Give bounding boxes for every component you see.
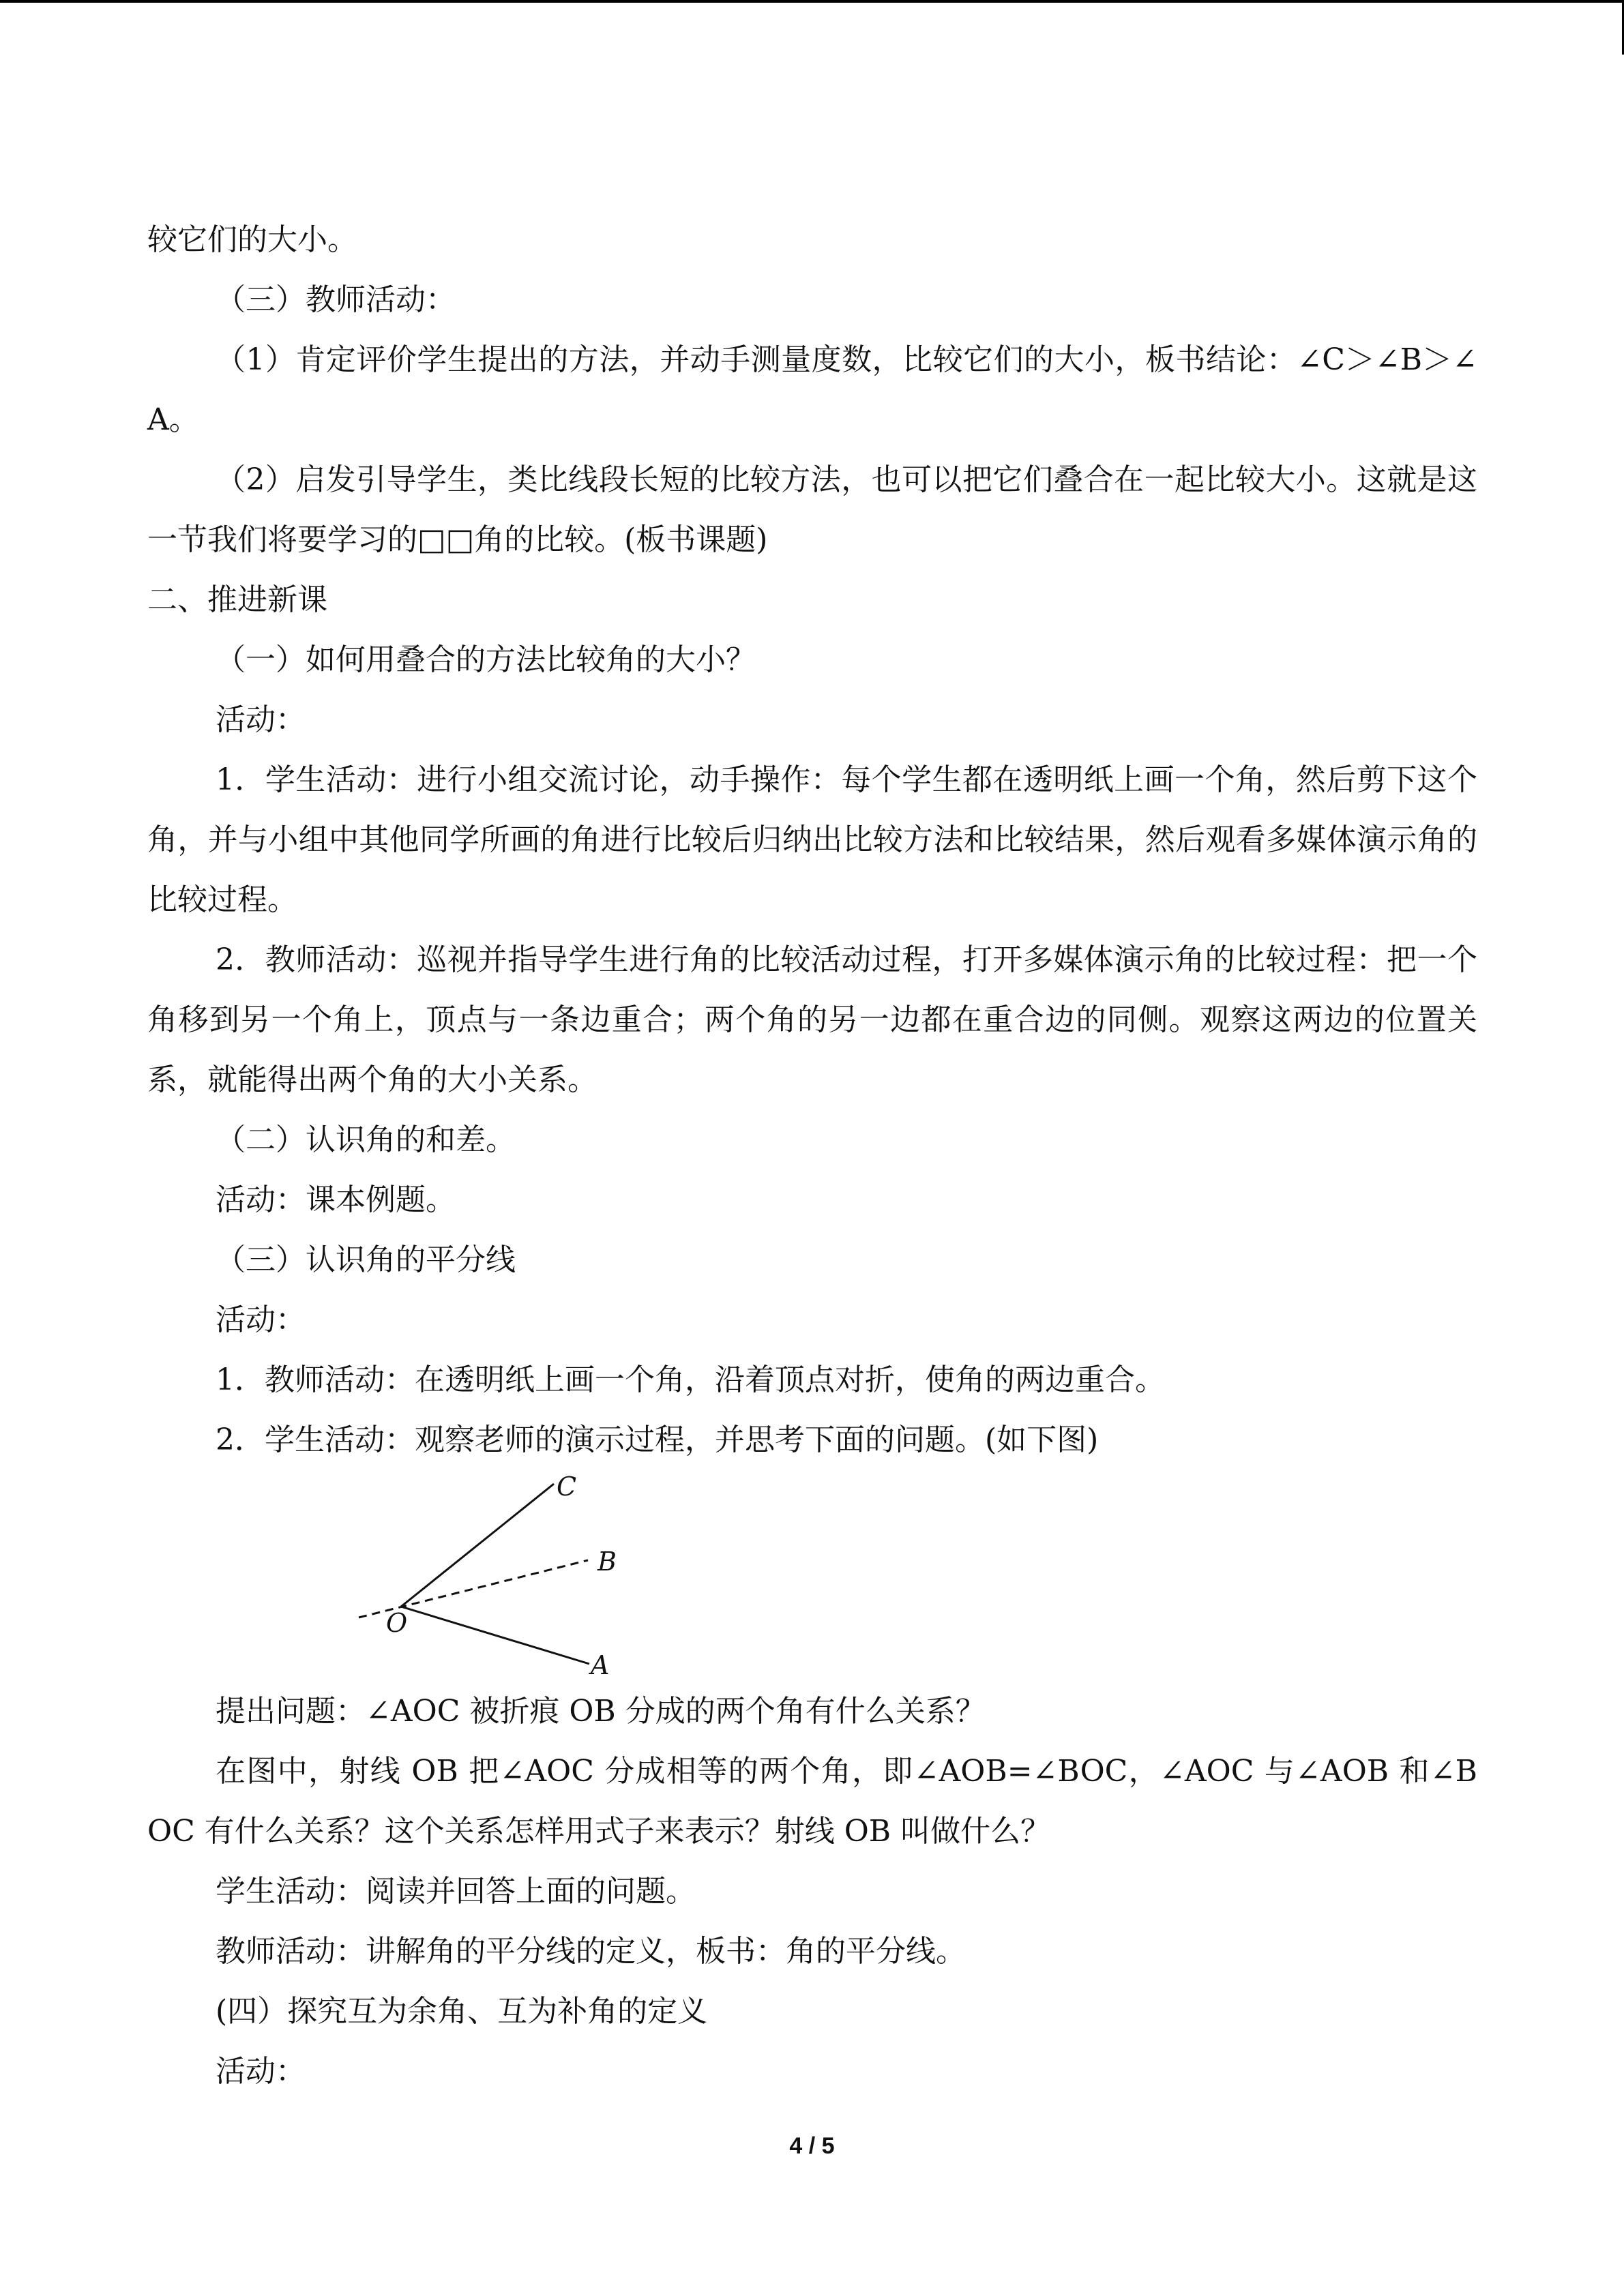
- paragraph: 活动：: [216, 1302, 306, 1337]
- paragraph: 二、推进新课: [147, 582, 327, 617]
- paragraph: 教师活动：讲解角的平分线的定义，板书：角的平分线。: [216, 1934, 966, 1969]
- paragraph: 在图中，射线 OB 把∠AOC 分成相等的两个角，即∠AOB=∠BOC，∠AOC 与∠AOB 和∠BOC 有什么关系？这个关系怎样用式子来表示？射线 OB 叫做什么？: [147, 1754, 1477, 1849]
- document-body: [147, 210, 1477, 2102]
- label-o: O: [386, 1608, 408, 1638]
- ray-oc: [401, 1484, 554, 1607]
- paragraph: 2．教师活动：巡视并指导学生进行角的比较活动过程，打开多媒体演示角的比较过程：把一个角移到另一个角上，顶点与一条边重合；两个角的另一边都在重合边的同侧。观察这两边的位置关系，就能得出两个角的大小关系。: [147, 942, 1477, 1097]
- paragraph: （2）启发引导学生，类比线段长短的比较方法，也可以把它们叠合在一起比较大小。这就是这一节我们将要学习的□□角的比较。(板书课题): [147, 462, 1477, 557]
- paragraph-group-before-figure: [147, 210, 1477, 1470]
- paragraph: (四）探究互为余角、互为补角的定义: [216, 1994, 708, 2029]
- page-number: 4 / 5: [789, 2133, 835, 2159]
- paragraph-group-after-figure: [147, 1682, 1477, 2102]
- paragraph: 活动：: [216, 2054, 306, 2089]
- paragraph: （三）认识角的平分线: [216, 1242, 516, 1277]
- paragraph: 2．学生活动：观察老师的演示过程，并思考下面的问题。(如下图): [216, 1422, 1099, 1457]
- ray-oa: [401, 1607, 589, 1664]
- paragraph: 学生活动：阅读并回答上面的问题。: [216, 1874, 696, 1909]
- paragraph: （一）如何用叠合的方法比较角的大小？: [216, 642, 756, 677]
- paragraph: （三）教师活动：: [216, 282, 456, 317]
- label-b: B: [597, 1547, 617, 1577]
- paragraph: 1．学生活动：进行小组交流讨论，动手操作：每个学生都在透明纸上画一个角，然后剪下这个角，并与小组中其他同学所画的角进行比较后归纳出比较方法和比较结果，然后观看多媒体演示角的比较过程。: [147, 762, 1477, 917]
- paragraph: （1）肯定评价学生提出的方法，并动手测量度数，比较它们的大小，板书结论：∠C＞∠B＞∠A。: [147, 342, 1477, 437]
- paragraph: 活动：课本例题。: [216, 1182, 456, 1217]
- label-a: A: [591, 1650, 610, 1680]
- paragraph: 提出问题：∠AOC 被折痕 OB 分成的两个角有什么关系？: [216, 1694, 986, 1729]
- paragraph: （二）认识角的和差。: [216, 1122, 516, 1157]
- top-border-line: [0, 0, 1624, 3]
- label-c: C: [557, 1472, 577, 1502]
- paragraph: 1．教师活动：在透明纸上画一个角，沿着顶点对折，使角的两边重合。: [216, 1362, 1165, 1397]
- figure-svg: [202, 1473, 625, 1678]
- paragraph: 较它们的大小。: [147, 222, 357, 257]
- angle-bisector-figure: [147, 1473, 1477, 1678]
- paragraph: 活动：: [216, 702, 306, 737]
